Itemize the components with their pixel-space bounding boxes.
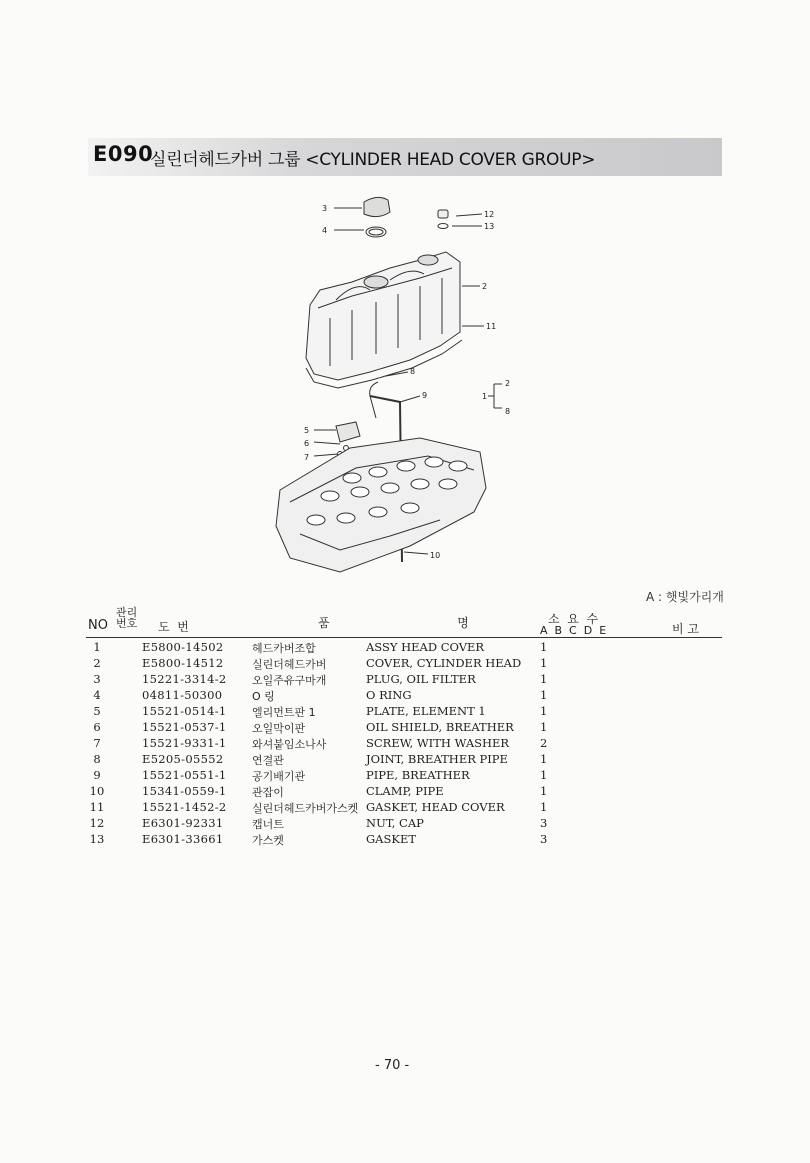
row-korean-name: 관잡이 — [252, 786, 284, 799]
table-row — [0, 784, 810, 800]
table-row — [0, 768, 810, 784]
section-title: 실린더헤드카버 그룹 <CYLINDER HEAD COVER GROUP> — [150, 150, 596, 170]
callout-label: 8 — [410, 367, 416, 376]
row-english-name: SCREW, WITH WASHER — [366, 736, 510, 750]
row-quantity: 1 — [540, 688, 548, 702]
row-english-name: GASKET, HEAD COVER — [366, 800, 505, 814]
row-korean-name: 엘리먼트판 1 — [252, 706, 316, 719]
col-header-remarks: 비 고 — [672, 622, 699, 636]
callout-label: 4 — [322, 226, 328, 235]
callout-label: 1 — [482, 392, 488, 401]
row-no: 9 — [93, 768, 101, 782]
row-no: 13 — [89, 832, 105, 846]
table-row — [0, 736, 810, 752]
row-korean-name: 캡너트 — [252, 818, 284, 831]
table-row — [0, 720, 810, 736]
row-no: 6 — [93, 720, 101, 734]
row-quantity: 1 — [540, 720, 548, 734]
callout-label: 13 — [484, 222, 495, 231]
callout-label: 11 — [486, 322, 497, 331]
callout-label: 3 — [322, 204, 328, 213]
table-row — [0, 800, 810, 816]
row-english-name: NUT, CAP — [366, 816, 424, 830]
callout-label: 12 — [484, 210, 495, 219]
row-english-name: PLATE, ELEMENT 1 — [366, 704, 486, 718]
col-header-qty: 소 요 수 — [548, 612, 599, 626]
row-korean-name: 연결관 — [252, 754, 284, 767]
row-english-name: ASSY HEAD COVER — [366, 640, 485, 654]
row-no: 8 — [93, 752, 101, 766]
col-header-drawing: 도 번 — [158, 620, 189, 634]
page-number: - 70 - — [375, 1058, 410, 1073]
row-korean-name: 가스켓 — [252, 834, 284, 847]
row-english-name: JOINT, BREATHER PIPE — [366, 752, 508, 766]
row-no: 10 — [89, 784, 105, 798]
table-row — [0, 704, 810, 720]
variant-note: A : 햇빛가리개 — [646, 590, 724, 604]
callout-label: 2 — [482, 282, 488, 291]
table-row — [0, 816, 810, 832]
row-part-number: E5205-05552 — [142, 752, 224, 766]
row-quantity: 3 — [540, 816, 548, 830]
row-korean-name: O 링 — [252, 690, 275, 703]
callout-label: 9 — [422, 391, 428, 400]
callout-label: 8 — [505, 407, 511, 416]
section-code: E090 — [93, 142, 154, 166]
row-english-name: O RING — [366, 688, 412, 702]
row-korean-name: 실린더헤드카버가스켓 — [252, 802, 359, 815]
row-no: 3 — [93, 672, 101, 686]
row-quantity: 1 — [540, 768, 548, 782]
table-row — [0, 752, 810, 768]
row-part-number: E6301-33661 — [142, 832, 224, 846]
row-part-number: E6301-92331 — [142, 816, 224, 830]
row-korean-name: 실린더헤드카버 — [252, 658, 327, 671]
row-korean-name: 오일주유구마개 — [252, 674, 327, 687]
row-no: 7 — [93, 736, 101, 750]
row-korean-name: 공기배기관 — [252, 770, 306, 783]
table-row — [0, 672, 810, 688]
callout-label: 6 — [304, 439, 310, 448]
row-quantity: 1 — [540, 672, 548, 686]
row-korean-name: 오일막이판 — [252, 722, 306, 735]
row-part-number: 15521-0514-1 — [142, 704, 227, 718]
row-korean-name: 와셔붙임소나사 — [252, 738, 327, 751]
row-korean-name: 헤드카버조합 — [252, 642, 316, 655]
table-row — [0, 656, 810, 672]
row-english-name: COVER, CYLINDER HEAD — [366, 656, 522, 670]
col-header-no: NO — [88, 618, 108, 633]
row-english-name: GASKET — [366, 832, 417, 846]
row-english-name: PLUG, OIL FILTER — [366, 672, 476, 686]
row-english-name: CLAMP, PIPE — [366, 784, 444, 798]
callout-label: 5 — [304, 426, 310, 435]
row-no: 5 — [93, 704, 101, 718]
row-part-number: E5800-14512 — [142, 656, 224, 670]
row-no: 11 — [89, 800, 105, 814]
header-rule — [86, 637, 722, 638]
row-quantity: 1 — [540, 656, 548, 670]
col-header-mgmt-bottom: 번호 — [116, 617, 138, 630]
table-row — [0, 688, 810, 704]
callout-label: 2 — [505, 379, 511, 388]
row-quantity: 1 — [540, 640, 548, 654]
row-part-number: 15521-1452-2 — [142, 800, 227, 814]
table-row — [0, 832, 810, 848]
row-part-number: 15341-0559-1 — [142, 784, 227, 798]
row-part-number: 15221-3314-2 — [142, 672, 227, 686]
table-row — [0, 640, 810, 656]
callout-label: 10 — [430, 551, 441, 560]
row-no: 1 — [93, 640, 101, 654]
row-part-number: 15521-0551-1 — [142, 768, 227, 782]
row-english-name: OIL SHIELD, BREATHER — [366, 720, 514, 734]
row-no: 4 — [93, 688, 101, 702]
row-quantity: 1 — [540, 800, 548, 814]
row-no: 12 — [89, 816, 105, 830]
row-no: 2 — [93, 656, 101, 670]
exploded-parts-diagram — [260, 190, 540, 580]
row-part-number: E5800-14502 — [142, 640, 224, 654]
row-quantity: 3 — [540, 832, 548, 846]
callout-label: 7 — [304, 453, 310, 462]
row-quantity: 2 — [540, 736, 548, 750]
row-quantity: 1 — [540, 784, 548, 798]
row-part-number: 15521-9331-1 — [142, 736, 227, 750]
col-header-name: 품 명 — [318, 616, 469, 630]
row-quantity: 1 — [540, 752, 548, 766]
col-header-variants: A B C D E — [540, 624, 607, 637]
row-english-name: PIPE, BREATHER — [366, 768, 470, 782]
col-header-mgmt — [116, 607, 137, 629]
row-part-number: 04811-50300 — [142, 688, 223, 702]
row-quantity: 1 — [540, 704, 548, 718]
col-header-mgmt-top: 관리 — [116, 606, 138, 619]
row-part-number: 15521-0537-1 — [142, 720, 227, 734]
